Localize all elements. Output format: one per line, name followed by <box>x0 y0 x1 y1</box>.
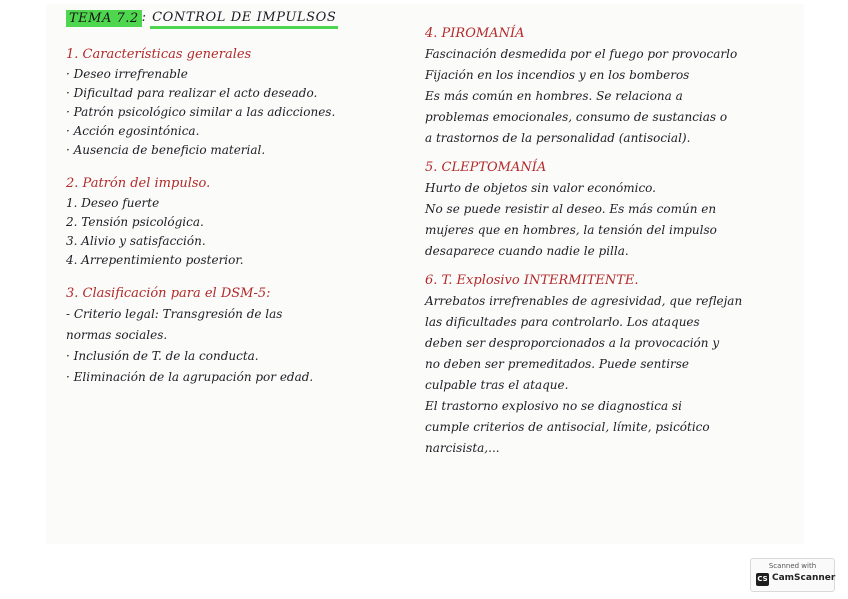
section-3-line: · Eliminación de la agrupación por edad. <box>66 370 314 384</box>
section-3-line: - Criterio legal: Transgresión de las <box>66 307 283 321</box>
section-4-line: a trastornos de la personalidad (antisocial). <box>425 131 691 145</box>
title-separator: : <box>141 10 147 25</box>
camscanner-badge <box>750 558 835 592</box>
section-3-line: normas sociales. <box>66 328 168 342</box>
section-2-line: 1. Deseo fuerte <box>66 196 160 210</box>
section-1-heading: 1. Características generales <box>66 47 252 62</box>
section-1-line: · Acción egosintónica. <box>66 124 200 138</box>
section-6-line: las dificultades para controlarlo. Los ataques <box>425 315 700 329</box>
section-3-line: · Inclusión de T. de la conducta. <box>66 349 259 363</box>
section-5-line: Hurto de objetos sin valor económico. <box>425 181 656 195</box>
section-2-heading: 2. Patrón del impulso. <box>66 176 211 191</box>
section-1-line: · Ausencia de beneficio material. <box>66 143 266 157</box>
section-2-line: 3. Alivio y satisfacción. <box>66 234 206 248</box>
page-title <box>66 10 416 36</box>
section-5-line: desaparece cuando nadie le pilla. <box>425 244 629 258</box>
section-6-line: Arrebatos irrefrenables de agresividad, que reflejan <box>425 294 743 308</box>
section-6-line: deben ser desproporcionados a la provocación y <box>425 336 720 350</box>
left-column <box>66 10 416 388</box>
camscanner-logo-icon: CS <box>756 573 769 586</box>
badge-caption: Scanned with <box>768 562 817 570</box>
section-4-heading: 4. PIROMANÍA <box>425 26 525 41</box>
section-1-line: · Dificultad para realizar el acto deseado. <box>66 86 318 100</box>
title-tema: TEMA 7.2 <box>66 10 142 27</box>
section-4-line: Es más común en hombres. Se relaciona a <box>425 89 683 103</box>
section-5-heading: 5. CLEPTOMANÍA <box>425 160 547 175</box>
section-4-line: Fijación en los incendios y en los bomberos <box>425 68 690 82</box>
section-6-heading: 6. T. Explosivo INTERMITENTE. <box>425 273 639 288</box>
section-6-line: cumple criterios de antisocial, límite, psicótico <box>425 420 710 434</box>
section-1-line: · Deseo irrefrenable <box>66 67 188 81</box>
section-4-line: problemas emocionales, consumo de sustancias o <box>425 110 728 124</box>
section-3-heading: 3. Clasificación para el DSM-5: <box>66 286 271 301</box>
section-2-line: 4. Arrepentimiento posterior. <box>66 253 244 267</box>
section-5-line: No se puede resistir al deseo. Es más común en <box>425 202 717 216</box>
section-2-line: 2. Tensión psicológica. <box>66 215 204 229</box>
section-4-line: Fascinación desmedida por el fuego por provocarlo <box>425 47 738 61</box>
title-main: CONTROL DE IMPULSOS <box>150 10 338 29</box>
right-column <box>425 20 805 459</box>
section-6-line: no deben ser premeditados. Puede sentirse <box>425 357 690 371</box>
section-5-line: mujeres que en hombres, la tensión del impulso <box>425 223 717 237</box>
section-6-line: culpable tras el ataque. <box>425 378 569 392</box>
section-1-line: · Patrón psicológico similar a las adicciones. <box>66 105 336 119</box>
section-6-line: narcisista,... <box>425 441 500 455</box>
badge-name: CamScanner <box>772 573 836 583</box>
section-6-line: El trastorno explosivo no se diagnostica si <box>425 399 682 413</box>
